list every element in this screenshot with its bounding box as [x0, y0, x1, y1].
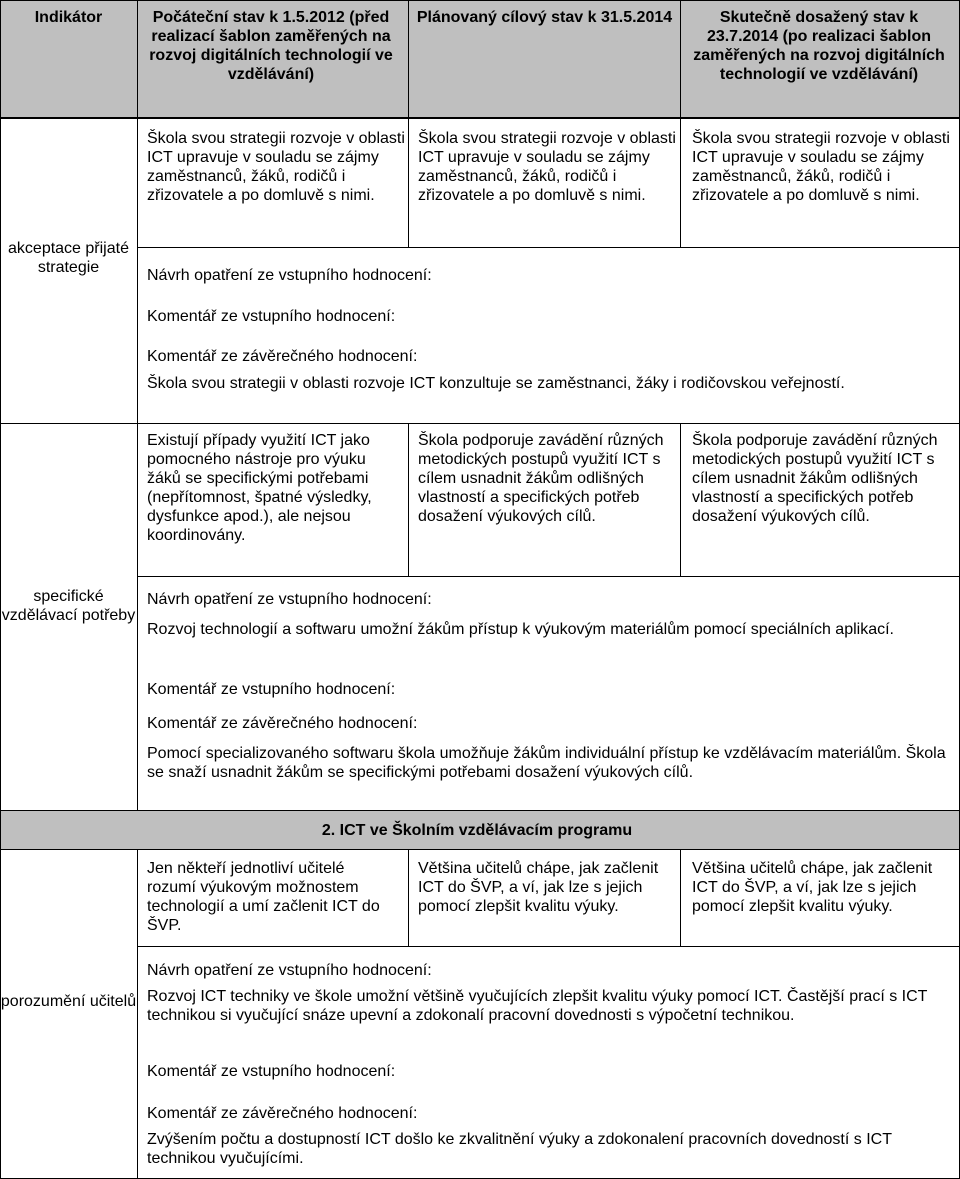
header-indicator: Indikátor: [34, 9, 103, 26]
final-comment-text: Škola svou strategii v oblasti rozvoje ICT konzultuje se zaměstnanci, žáky i rodičovskou veřejností.: [147, 375, 845, 392]
achieved-state-text: Většina učitelů chápe, jak začlenit ICT do ŠVP, a ví, jak lze s jejich pomocí zlepšit kvalitu výuky.: [692, 860, 933, 915]
planned-state-text: Škola podporuje zavádění různých metodických postupů využití ICT s cílem usnadnit žákům odlišných vlastností a specifických potřeb dosažení výukových cílů.: [418, 432, 664, 525]
initial-state-text: Škola svou strategii rozvoje v oblasti ICT upravuje v souladu se zájmy zaměstnanců, žáků, rodičů i zřizovatele a po domluvě s nimi.: [147, 130, 405, 204]
indicator-label: specifické vzdělávací potřeby: [1, 588, 136, 624]
entry-comment-label: Komentář ze vstupního hodnocení:: [147, 1063, 396, 1080]
final-comment-label: Komentář ze závěrečného hodnocení:: [147, 348, 418, 365]
section-heading-row: [0, 810, 960, 850]
proposal-label: Návrh opatření ze vstupního hodnocení:: [147, 962, 432, 979]
proposal-text: Rozvoj ICT techniky ve škole umožní většině vyučujících zlepšit kvalitu výuky pomocí ICT. Častější prací s ICT technikou si vyučující snáze upevní a zdokonalí pracovní dovednosti s výpočetní technikou.: [147, 988, 928, 1024]
header-achieved-state: Skutečně dosažený stav k 23.7.2014 (po realizaci šablon zaměřených na rozvoj digitálních technologií ve vzdělávání): [693, 9, 945, 83]
header-initial-state: Počáteční stav k 1.5.2012 (před realizací šablon zaměřených na rozvoj digitálních technologií ve vzdělávání): [149, 9, 393, 83]
planned-state-text: Většina učitelů chápe, jak začlenit ICT do ŠVP, a ví, jak lze s jejich pomocí zlepšit kvalitu výuky.: [418, 860, 659, 915]
indicator-label: porozumění učitelů: [0, 993, 137, 1010]
entry-comment-label: Komentář ze vstupního hodnocení:: [147, 308, 396, 325]
section-special-needs: [0, 423, 960, 810]
proposal-text: Rozvoj technologií a softwaru umožní žákům přístup k výukovým materiálům pomocí speciálních aplikací.: [147, 621, 894, 638]
header-planned-state: Plánovaný cílový stav k 31.5.2014: [416, 9, 673, 26]
entry-comment-label: Komentář ze vstupního hodnocení:: [147, 681, 396, 698]
final-comment-label: Komentář ze závěrečného hodnocení:: [147, 1105, 418, 1122]
initial-state-text: Existují případy využití ICT jako pomocného nástroje pro výuku žáků se specifickými potřebami (nepřítomnost, špatné výsledky, dysfunkce apod.), ale nejsou koordinovány.: [147, 432, 372, 544]
proposal-label: Návrh opatření ze vstupního hodnocení:: [147, 591, 432, 608]
initial-state-text: Jen někteří jednotliví učitelé rozumí výukovým možnostem technologií a umí začlenit ICT do ŠVP.: [147, 860, 380, 934]
indicator-label: akceptace přijaté strategie: [8, 240, 129, 276]
achieved-state-text: Škola podporuje zavádění různých metodických postupů využití ICT s cílem usnadnit žákům odlišných vlastností a specifických potřeb dosažení výukových cílů.: [692, 432, 938, 525]
final-comment-label: Komentář ze závěrečného hodnocení:: [147, 715, 418, 732]
proposal-label: Návrh opatření ze vstupního hodnocení:: [147, 267, 432, 284]
section-heading: 2. ICT ve Školním vzdělávacím programu: [321, 822, 633, 839]
final-comment-text: Zvýšením počtu a dostupností ICT došlo ke zkvalitnění výuky a zdokonalení pracovních dovedností s ICT technikou vyučujícími.: [147, 1131, 892, 1167]
section-teacher-understanding: [0, 850, 960, 1179]
achieved-state-text: Škola svou strategii rozvoje v oblasti ICT upravuje v souladu se zájmy zaměstnanců, žáků, rodičů i zřizovatele a po domluvě s nimi.: [692, 130, 950, 204]
section-strategy-acceptance: [0, 118, 960, 423]
final-comment-text: Pomocí specializovaného softwaru škola umožňuje žákům individuální přístup ke vzdělávacím materiálům. Škola se snaží usnadnit žákům se specifickými potřebami dosažení výukových cílů.: [147, 745, 946, 781]
planned-state-text: Škola svou strategii rozvoje v oblasti ICT upravuje v souladu se zájmy zaměstnanců, žáků, rodičů i zřizovatele a po domluvě s nimi.: [418, 130, 676, 204]
table-header-row: [0, 0, 960, 118]
